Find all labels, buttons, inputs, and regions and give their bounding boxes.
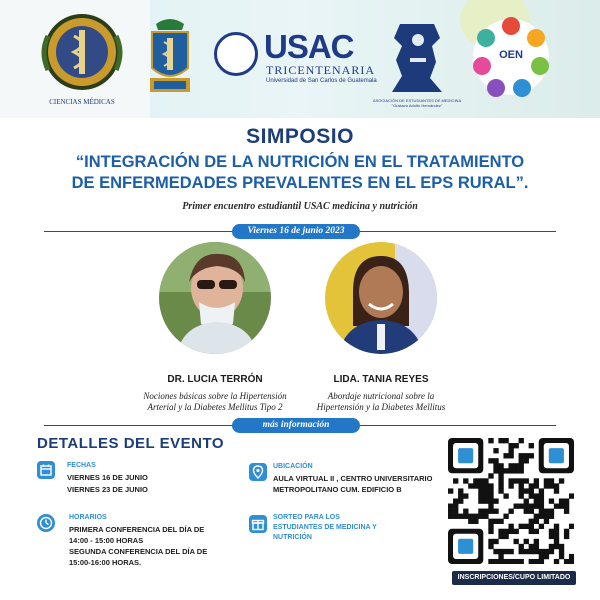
ubicacion-line2: METROPOLITANO CUM. EDIFICIO B [273, 485, 402, 494]
calendar-icon [37, 461, 55, 479]
usac-wordmark: USAC [264, 28, 354, 65]
usac-tricentenaria: TRICENTENARIA [266, 63, 375, 77]
medical-faculty-caption: CIENCIAS MÉDICAS [49, 98, 115, 106]
ubicacion-label: UBICACIÓN [273, 463, 313, 470]
horarios-line3: SEGUNDA CONFERENCIA DEL DÍA DE [69, 547, 208, 556]
horarios-line1: PRIMERA CONFERENCIA DEL DÍA DE [69, 525, 205, 534]
ubicacion-line1: AULA VIRTUAL II , CENTRO UNIVERSITARIO [273, 474, 433, 483]
association-caption: ASOCIACIÓN DE ESTUDIANTES DE MEDICINA "Gustavo Adolfo Hernández" [372, 98, 462, 108]
oen-text: OEN [499, 49, 523, 61]
horarios-label: HORARIOS [69, 514, 107, 521]
sorteo-label-line1: SORTEO PARA LOS [273, 514, 340, 521]
qr-caption: INSCRIPCIONES/CUPO LIMITADO [452, 571, 576, 585]
date-badge: Viernes 16 de junio 2023 [232, 224, 360, 239]
speaker-topic-tania-line2: Hipertensión y la Diabetes Mellitus [316, 402, 446, 412]
speaker-photo-lucia [159, 242, 271, 354]
gift-icon [249, 515, 267, 533]
info-divider-left [44, 425, 234, 426]
speaker-topic-tania-line1: Abordaje nutricional sobre la [327, 391, 435, 401]
speaker-name-lucia: DR. LUCIA TERRÓN [167, 374, 263, 385]
location-pin-icon [249, 463, 267, 481]
qr-code-icon [448, 438, 574, 564]
more-info-link[interactable]: más información [232, 418, 360, 433]
sorteo-label-line2: ESTUDIANTES DE MEDICINA Y [273, 524, 377, 531]
registration-qr-code[interactable] [448, 438, 574, 564]
info-divider-right [358, 425, 556, 426]
crest-emblem-icon [142, 14, 198, 98]
details-heading: DETALLES DEL EVENTO [37, 435, 225, 452]
event-tagline: Primer encuentro estudiantil USAC medicina y nutrición [182, 201, 418, 212]
usac-university-name: Universidad de San Carlos de Guatemala [266, 78, 377, 84]
usac-seal-icon [214, 32, 258, 76]
speaker-photo-tania [325, 242, 437, 354]
horarios-line2: 14:00 - 15:00 HORAS [69, 536, 144, 545]
symposium-subtitle-line1: “INTEGRACIÓN DE LA NUTRICIÓN EN EL TRATAMIENTO [75, 153, 525, 171]
speaker-avatar-icon [159, 242, 271, 354]
medical-faculty-logo [38, 6, 126, 110]
usac-logo [214, 28, 377, 98]
clock-icon [37, 514, 55, 532]
page-title: SIMPOSIO [246, 125, 354, 148]
maya-figure-icon [380, 18, 454, 96]
horarios-line4: 15:00-16:00 HORAS. [69, 558, 142, 567]
symposium-subtitle-line2: DE ENFERMEDADES PREVALENTES EN EL EPS RURAL”. [71, 174, 529, 192]
speaker-topic-lucia-line2: Arterial y la Diabetes Mellitus Tipo 2 [147, 402, 283, 412]
speaker-name-tania: LIDA. TANIA REYES [333, 374, 429, 385]
oen-logo [470, 16, 552, 98]
student-association-logo [372, 18, 462, 112]
fechas-label: FECHAS [67, 462, 96, 469]
date-divider-right [358, 231, 556, 232]
speaker-avatar-icon [325, 242, 437, 354]
header-banner [0, 0, 600, 118]
date-divider-left [44, 231, 234, 232]
speaker-topic-lucia-line1: Nociones básicas sobre la Hipertensión [143, 391, 287, 401]
fechas-date-2: VIERNES 23 DE JUNIO [67, 485, 148, 494]
sorteo-label-line3: NUTRICIÓN [273, 534, 312, 541]
fechas-date-1: VIERNES 16 DE JUNIO [67, 473, 148, 482]
crest-logo [142, 14, 198, 98]
medical-faculty-emblem-icon [38, 6, 126, 98]
